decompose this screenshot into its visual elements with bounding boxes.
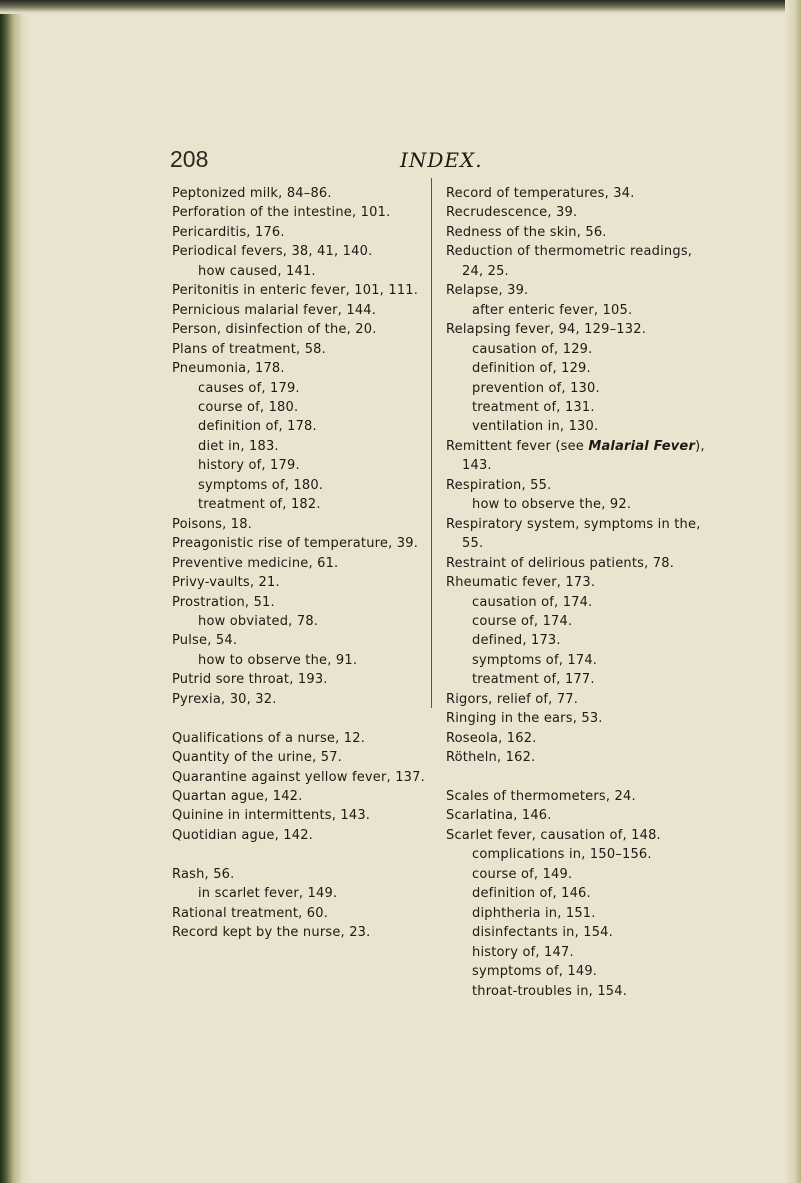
index-subentry: prevention of, 130. — [472, 380, 600, 396]
index-subentry: how to observe the, 91. — [198, 652, 358, 668]
index-entry: Record of temperatures, 34. — [446, 186, 635, 201]
entry-cross-reference: Malarial Fever — [588, 438, 696, 454]
page-number: 208 — [170, 146, 209, 172]
index-entry: Quinine in intermittents, 143. — [172, 808, 371, 824]
index-subentry: course of, 149. — [472, 866, 573, 882]
index-entry: Rash, 56. — [172, 866, 235, 882]
index-entry: Rational treatment, 60. — [172, 905, 329, 921]
index-subentry: complications in, 150–156. — [472, 847, 652, 863]
index-entry: Quantity of the urine, 57. — [172, 750, 343, 766]
index-entry: Scarlet fever, causation of, 148. — [446, 827, 661, 843]
book-spine-shadow — [0, 0, 30, 1183]
index-entry: Plans of treatment, 58. — [172, 341, 326, 357]
index-subentry: causes of, 179. — [198, 380, 300, 396]
index-entry: Recrudescence, 39. — [446, 205, 578, 221]
index-entry: Quartan ague, 142. — [172, 789, 303, 805]
index-subentry: how caused, 141. — [198, 263, 316, 279]
index-subentry: defined, 173. — [472, 633, 561, 649]
index-entry: Ringing in the ears, 53. — [446, 711, 603, 727]
index-entry: Pulse, 54. — [172, 633, 238, 649]
index-entry: Rigors, relief of, 77. — [446, 691, 579, 707]
index-column-right — [446, 184, 708, 1001]
index-subentry: symptoms of, 149. — [472, 964, 598, 980]
index-subentry: how obviated, 78. — [198, 613, 319, 629]
index-entry: Relapse, 39. — [446, 283, 529, 299]
index-entry: Scarlatina, 146. — [446, 808, 552, 824]
index-subentry: diphtheria in, 151. — [472, 905, 596, 921]
index-entry: Reduction of thermometric readings, 24, 25. — [446, 244, 693, 279]
letter-group-gap — [446, 768, 708, 787]
index-subentry: how to observe the, 92. — [472, 497, 632, 513]
index-subentry: symptoms of, 174. — [472, 652, 598, 668]
index-entry: Roseola, 162. — [446, 730, 537, 746]
index-entry: Quotidian ague, 142. — [172, 827, 314, 843]
index-entry: Relapsing fever, 94, 129–132. — [446, 322, 647, 338]
index-entry: Rheumatic fever, 173. — [446, 575, 596, 591]
index-subentry: treatment of, 131. — [472, 399, 595, 415]
index-subentry: history of, 179. — [198, 458, 300, 474]
index-entry: Prostration, 51. — [172, 594, 275, 610]
index-subentry: course of, 180. — [198, 399, 299, 415]
running-title: INDEX. — [400, 148, 483, 172]
index-subentry: causation of, 129. — [472, 341, 593, 357]
index-entry: Periodical fevers, 38, 41, 140. — [172, 244, 373, 260]
index-entry: Record kept by the nurse, 23. — [172, 925, 371, 941]
index-subentry: treatment of, 177. — [472, 672, 595, 688]
index-entry: Pyrexia, 30, 32. — [172, 691, 277, 707]
index-entry: Rötheln, 162. — [446, 750, 536, 766]
index-column-left — [172, 184, 434, 943]
index-subentry: treatment of, 182. — [198, 497, 321, 513]
index-entry: Poisons, 18. — [172, 516, 253, 532]
index-entry: Preagonistic rise of temperature, 39. — [172, 536, 419, 552]
index-subentry: definition of, 146. — [472, 886, 591, 902]
index-entry: Putrid sore throat, 193. — [172, 672, 328, 688]
index-subentry: throat-troubles in, 154. — [472, 983, 628, 999]
index-entry: Peptonized milk, 84–86. — [172, 186, 332, 201]
index-subentry: definition of, 178. — [198, 419, 317, 435]
page-right-edge — [785, 0, 801, 1183]
index-subentry: diet in, 183. — [198, 438, 279, 454]
page-top-edge — [0, 0, 801, 14]
entry-text: Remittent fever (see — [446, 438, 589, 454]
letter-group-gap — [172, 845, 434, 864]
index-entry: Respiratory system, symptoms in the, 55. — [446, 516, 701, 552]
index-subentry: ventilation in, 130. — [472, 419, 599, 435]
index-subentry: disinfectants in, 154. — [472, 925, 613, 941]
entry-text: ), 143. — [462, 438, 705, 474]
index-entry: Pernicious malarial fever, 144. — [172, 302, 377, 318]
index-entry: Perforation of the intestine, 101. — [172, 205, 391, 221]
index-entry: Person, disinfection of the, 20. — [172, 322, 377, 338]
index-subentry: symptoms of, 180. — [198, 477, 324, 493]
index-subentry: after enteric fever, 105. — [472, 302, 633, 318]
index-entry: Respiration, 55. — [446, 477, 552, 493]
index-subentry: in scarlet fever, 149. — [198, 886, 338, 902]
column-divider — [431, 178, 432, 708]
index-entry: Privy-vaults, 21. — [172, 575, 280, 591]
index-entry: Qualifications of a nurse, 12. — [172, 730, 366, 746]
letter-group-gap — [172, 709, 434, 728]
index-subentry: course of, 174. — [472, 613, 573, 629]
index-entry: Restraint of delirious patients, 78. — [446, 555, 675, 571]
index-entry: Pneumonia, 178. — [172, 361, 285, 377]
index-entry: Quarantine against yellow fever, 137. — [172, 769, 425, 785]
index-subentry: history of, 147. — [472, 944, 574, 960]
index-subentry: causation of, 174. — [472, 594, 593, 610]
index-entry: Redness of the skin, 56. — [446, 224, 607, 240]
index-entry: Pericarditis, 176. — [172, 224, 285, 240]
index-entry — [446, 437, 708, 476]
index-subentry: definition of, 129. — [472, 361, 591, 377]
index-entry: Scales of thermometers, 24. — [446, 789, 636, 805]
page-header — [170, 146, 630, 174]
index-entry: Peritonitis in enteric fever, 101, 111. — [172, 283, 419, 299]
index-entry: Preventive medicine, 61. — [172, 555, 339, 571]
